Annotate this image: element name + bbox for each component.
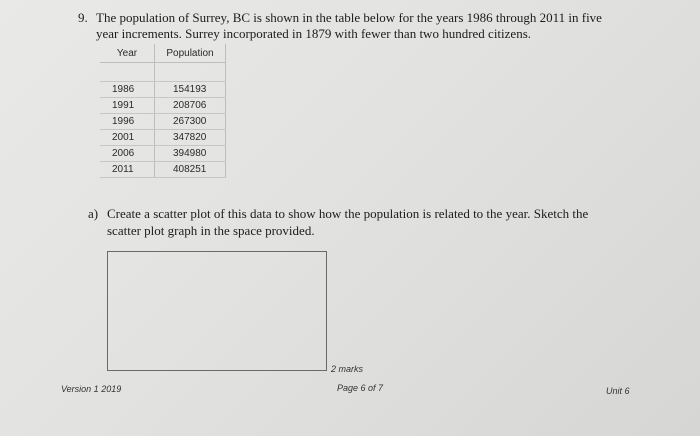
year-cell: 2011 — [100, 162, 155, 178]
question-text-line-1: The population of Surrey, BC is shown in the table below for the years 1986 through 2011 in five — [96, 10, 602, 25]
marks-label: 2 marks — [331, 364, 364, 374]
population-cell: 347820 — [155, 130, 226, 146]
year-cell: 2001 — [100, 130, 155, 146]
part-a-label: a) — [88, 206, 99, 221]
table-header-row — [100, 44, 226, 63]
scatter-plot-sketch-area[interactable] — [107, 251, 327, 371]
table-row — [100, 98, 226, 114]
unit-label: Unit 6 — [606, 386, 630, 396]
table-row — [100, 146, 226, 162]
question-number: 9. — [78, 10, 88, 25]
population-table — [100, 44, 226, 178]
table-row — [100, 130, 226, 146]
year-cell: 1991 — [100, 98, 155, 114]
table-spacer-row — [100, 63, 226, 82]
population-cell: 267300 — [155, 114, 226, 130]
population-cell: 154193 — [155, 82, 226, 98]
question-text-line-2: year increments. Surrey incorporated in 1879 with fewer than two hundred citizens. — [96, 26, 531, 41]
population-cell: 208706 — [155, 98, 226, 114]
year-cell: 2006 — [100, 146, 155, 162]
year-cell: 1986 — [100, 82, 155, 98]
header-year: Year — [100, 44, 155, 63]
part-a-text-line-2: scatter plot graph in the space provided. — [107, 223, 315, 238]
table-row — [100, 162, 226, 178]
population-cell: 394980 — [155, 146, 226, 162]
population-cell: 408251 — [155, 162, 226, 178]
header-population: Population — [155, 44, 226, 63]
table-row — [100, 82, 226, 98]
page-number: Page 6 of 7 — [337, 383, 384, 393]
table-row — [100, 114, 226, 130]
year-cell: 1996 — [100, 114, 155, 130]
part-a-text-line-1: Create a scatter plot of this data to show how the population is related to the year. Sketch the — [107, 206, 589, 221]
version-label: Version 1 2019 — [61, 384, 122, 394]
